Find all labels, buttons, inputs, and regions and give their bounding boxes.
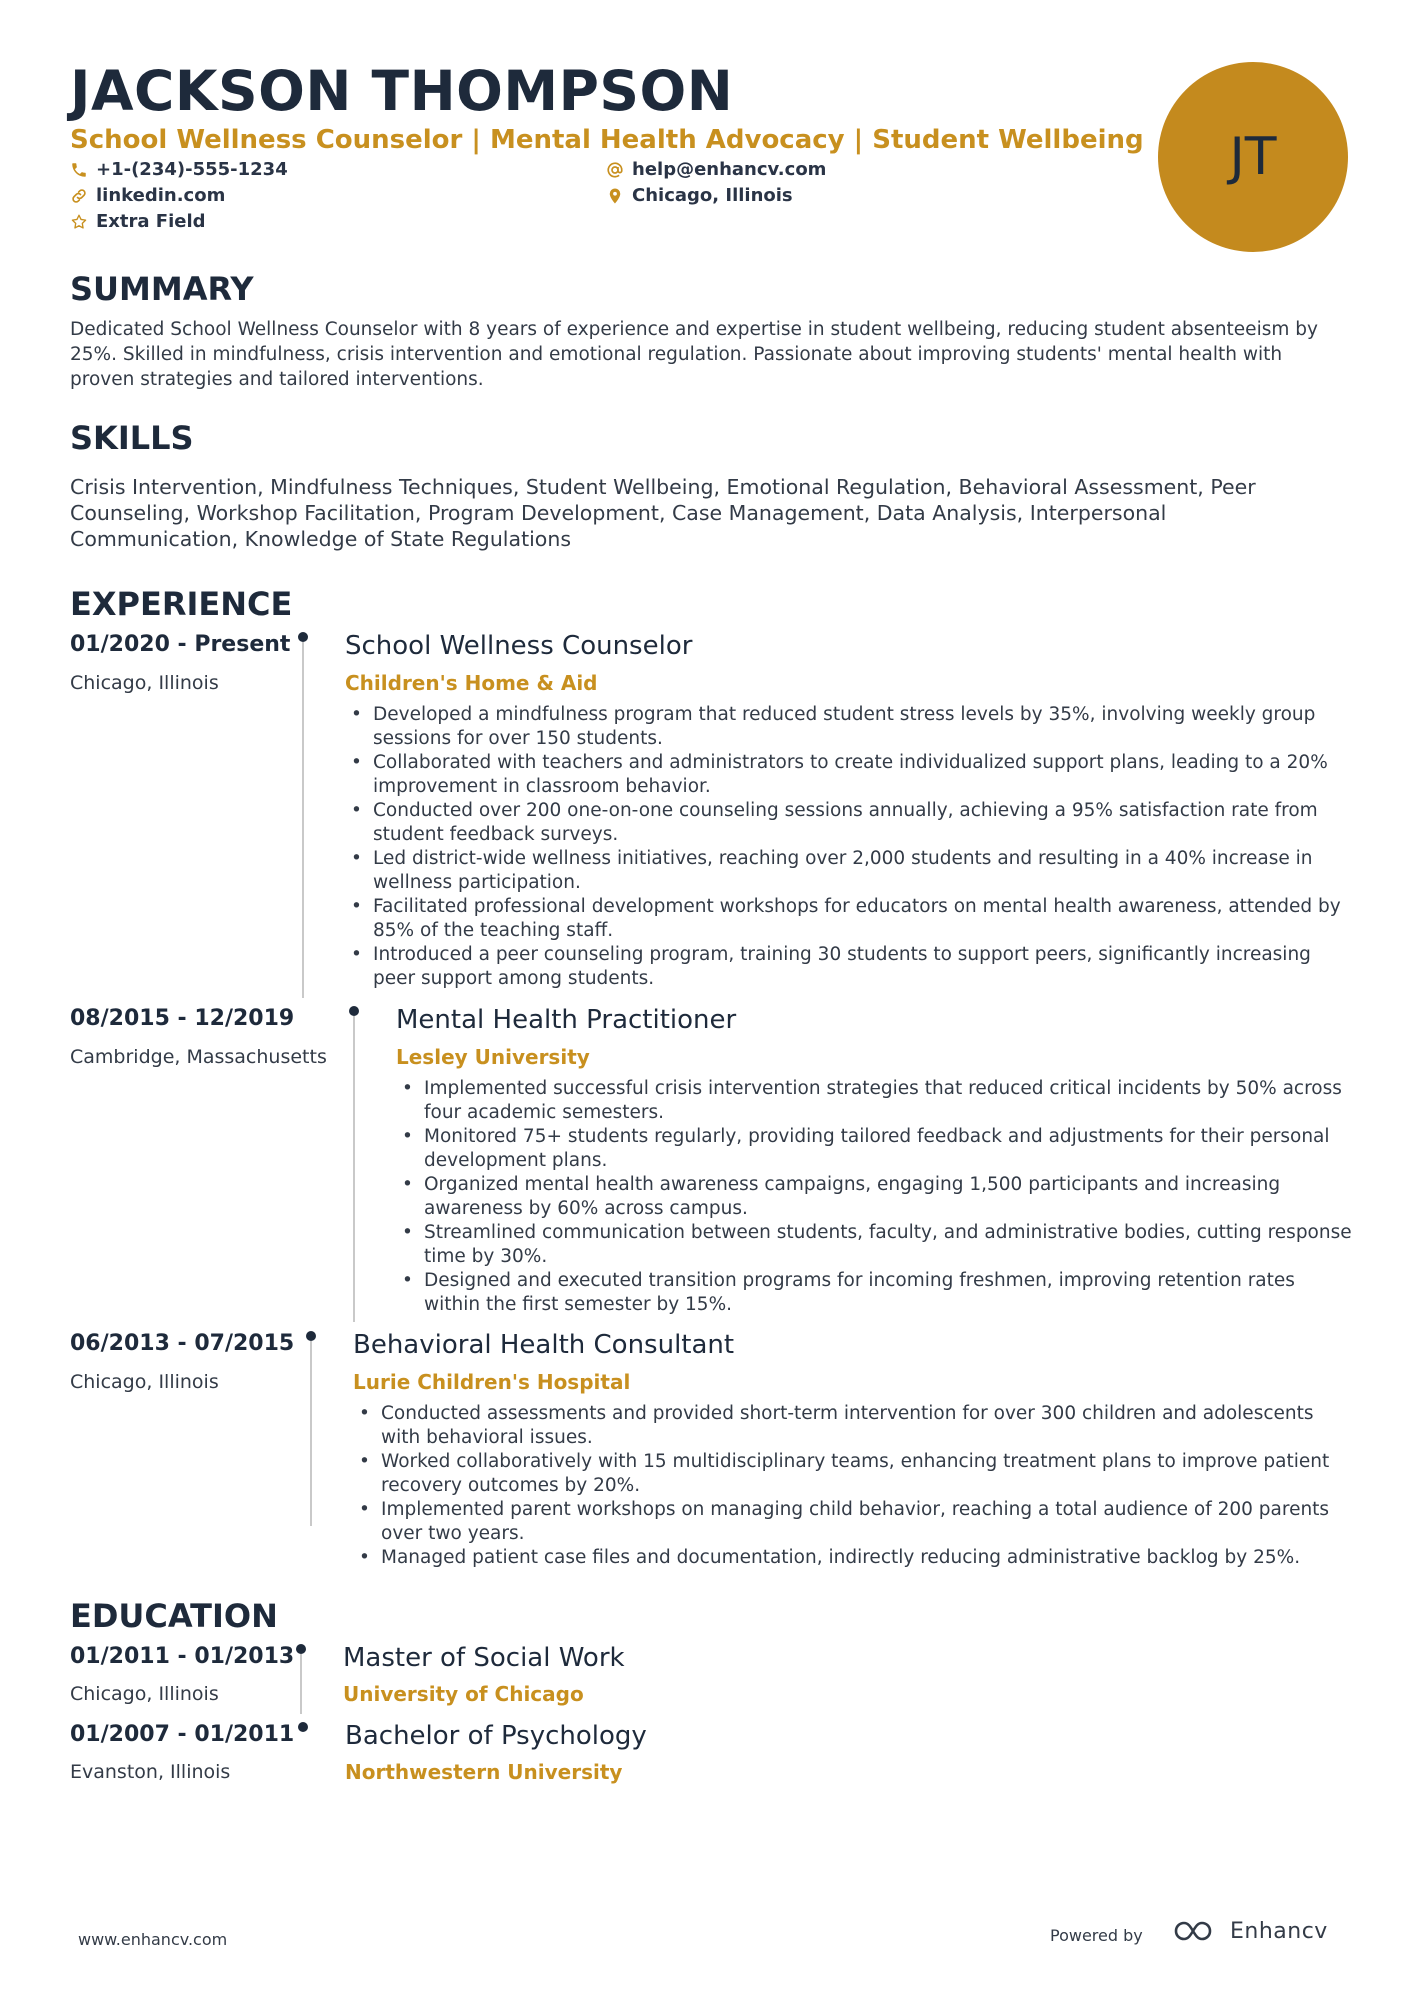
list-item: • Managed patient case files and documentation, indirectly reducing administrative backlog by 25%.: [381, 1546, 1356, 1570]
footer-brand-logo[interactable]: [1172, 1918, 1328, 1944]
list-item: • Organized mental health awareness campaigns, engaging 1,500 participants and increasing awareness by 60% across campus.: [424, 1173, 1354, 1221]
phone-icon: [70, 161, 88, 179]
avatar: [1158, 62, 1348, 252]
candidate-name: JACKSON THOMPSON: [70, 59, 734, 123]
footer-brand-name: Enhancv: [1230, 1918, 1328, 1944]
at-icon: [606, 161, 624, 179]
list-item: • Streamlined communication between students, faculty, and administrative bodies, cutting response time by 30%.: [424, 1221, 1354, 1269]
location-pin-icon: [606, 187, 624, 205]
edu-school: Northwestern University: [345, 1760, 623, 1784]
list-item: • Conducted assessments and provided short-term intervention for over 300 children and adolescents with behavioral issues.: [381, 1402, 1356, 1450]
edu-school: University of Chicago: [343, 1682, 584, 1706]
email-text: help@enhancv.com: [632, 159, 827, 180]
timeline-dot: [298, 632, 308, 642]
list-item: • Designed and executed transition programs for incoming freshmen, improving retention rates within the first semester by 15%.: [424, 1269, 1354, 1317]
job-org: Lesley University: [396, 1045, 590, 1069]
contact-phone: [70, 158, 288, 182]
footer-website[interactable]: www.enhancv.com: [78, 1930, 228, 1949]
job-role: School Wellness Counselor: [345, 631, 693, 661]
linkedin-text: linkedin.com: [96, 185, 226, 206]
list-item: • Implemented parent workshops on managing child behavior, reaching a total audience of 200 parents over two years.: [381, 1498, 1356, 1546]
list-item: • Worked collaboratively with 15 multidisciplinary teams, enhancing treatment plans to improve patient recovery outcomes by 20%.: [381, 1450, 1356, 1498]
extra-field-text: Extra Field: [96, 211, 206, 232]
edu-location: Evanston, Illinois: [70, 1761, 231, 1783]
footer-powered-by: Powered by: [1050, 1926, 1143, 1945]
contact-email[interactable]: [606, 158, 826, 182]
timeline-line: [310, 1341, 312, 1526]
education-title: EDUCATION: [70, 1597, 278, 1635]
job-org: Children's Home & Aid: [345, 671, 598, 695]
location-text: Chicago, Illinois: [632, 185, 793, 206]
list-item: • Implemented successful crisis intervention strategies that reduced critical incidents by 50% across four academic semesters.: [424, 1077, 1354, 1125]
job-location: Chicago, Illinois: [70, 1371, 219, 1393]
timeline-dot: [298, 1722, 308, 1732]
timeline-line: [302, 642, 304, 998]
job-location: Chicago, Illinois: [70, 672, 219, 694]
list-item: • Conducted over 200 one-on-one counseling sessions annually, achieving a 95% satisfaction rate from student feedback surveys.: [373, 799, 1350, 847]
job-bullets: [381, 1402, 1356, 1570]
job-role: Mental Health Practitioner: [396, 1005, 737, 1035]
timeline-line: [353, 1016, 355, 1322]
timeline-dot: [349, 1006, 359, 1016]
summary-text: Dedicated School Wellness Counselor with 8 years of experience and expertise in student wellbeing, reducing student absenteeism by 25%. Skilled in mindfulness, crisis intervention and emotional regulation. Passionate about improving students' mental health with proven strategies and tailored interventions.: [70, 319, 1318, 390]
job-role: Behavioral Health Consultant: [353, 1330, 735, 1360]
job-location: Cambridge, Massachusetts: [70, 1046, 327, 1068]
experience-title: EXPERIENCE: [70, 585, 293, 623]
skills-title: SKILLS: [70, 419, 194, 457]
enhancv-logo-icon: [1172, 1918, 1220, 1944]
timeline-dot: [306, 1331, 316, 1341]
skills-text: Crisis Intervention, Mindfulness Techniques, Student Wellbeing, Emotional Regulation, Behavioral Assessment, Peer Counseling, Workshop Facilitation, Program Development, Case Management, Data Analysis, Interpersonal Communication, Knowledge of State Regulations: [70, 475, 1256, 551]
job-bullets: [424, 1077, 1354, 1317]
edu-dates: 01/2011 - 01/2013: [70, 1644, 295, 1669]
job-org: Lurie Children's Hospital: [353, 1370, 631, 1394]
link-icon: [70, 187, 88, 205]
job-dates: 08/2015 - 12/2019: [70, 1006, 295, 1031]
edu-degree: Bachelor of Psychology: [345, 1721, 647, 1751]
contact-extra: [70, 210, 206, 234]
list-item: • Introduced a peer counseling program, training 30 students to support peers, significantly increasing peer support among students.: [373, 943, 1350, 991]
edu-degree: Master of Social Work: [343, 1643, 625, 1673]
list-item: • Developed a mindfulness program that reduced student stress levels by 35%, involving weekly group sessions for over 150 students.: [373, 703, 1350, 751]
timeline-line: [300, 1654, 302, 1714]
edu-dates: 01/2007 - 01/2011: [70, 1722, 295, 1747]
star-icon: [70, 213, 88, 231]
job-dates: 06/2013 - 07/2015: [70, 1331, 295, 1356]
timeline-dot: [296, 1644, 306, 1654]
list-item: • Monitored 75+ students regularly, providing tailored feedback and adjustments for their personal development plans.: [424, 1125, 1354, 1173]
avatar-initials: JT: [1229, 127, 1277, 187]
contact-linkedin[interactable]: [70, 184, 225, 208]
edu-location: Chicago, Illinois: [70, 1683, 219, 1705]
list-item: • Led district-wide wellness initiatives, reaching over 2,000 students and resulting in a 40% increase in wellness participation.: [373, 847, 1350, 895]
contact-location: [606, 184, 793, 208]
job-bullets: [373, 703, 1350, 991]
phone-text: +1-(234)-555-1234: [96, 159, 288, 180]
summary-title: SUMMARY: [70, 270, 254, 308]
list-item: • Collaborated with teachers and administrators to create individualized support plans, leading to a 20% improvement in classroom behavior.: [373, 751, 1350, 799]
list-item: • Facilitated professional development workshops for educators on mental health awareness, attended by 85% of the teaching staff.: [373, 895, 1350, 943]
candidate-headline: School Wellness Counselor | Mental Health Advocacy | Student Wellbeing: [70, 125, 1144, 155]
job-dates: 01/2020 - Present: [70, 632, 291, 657]
